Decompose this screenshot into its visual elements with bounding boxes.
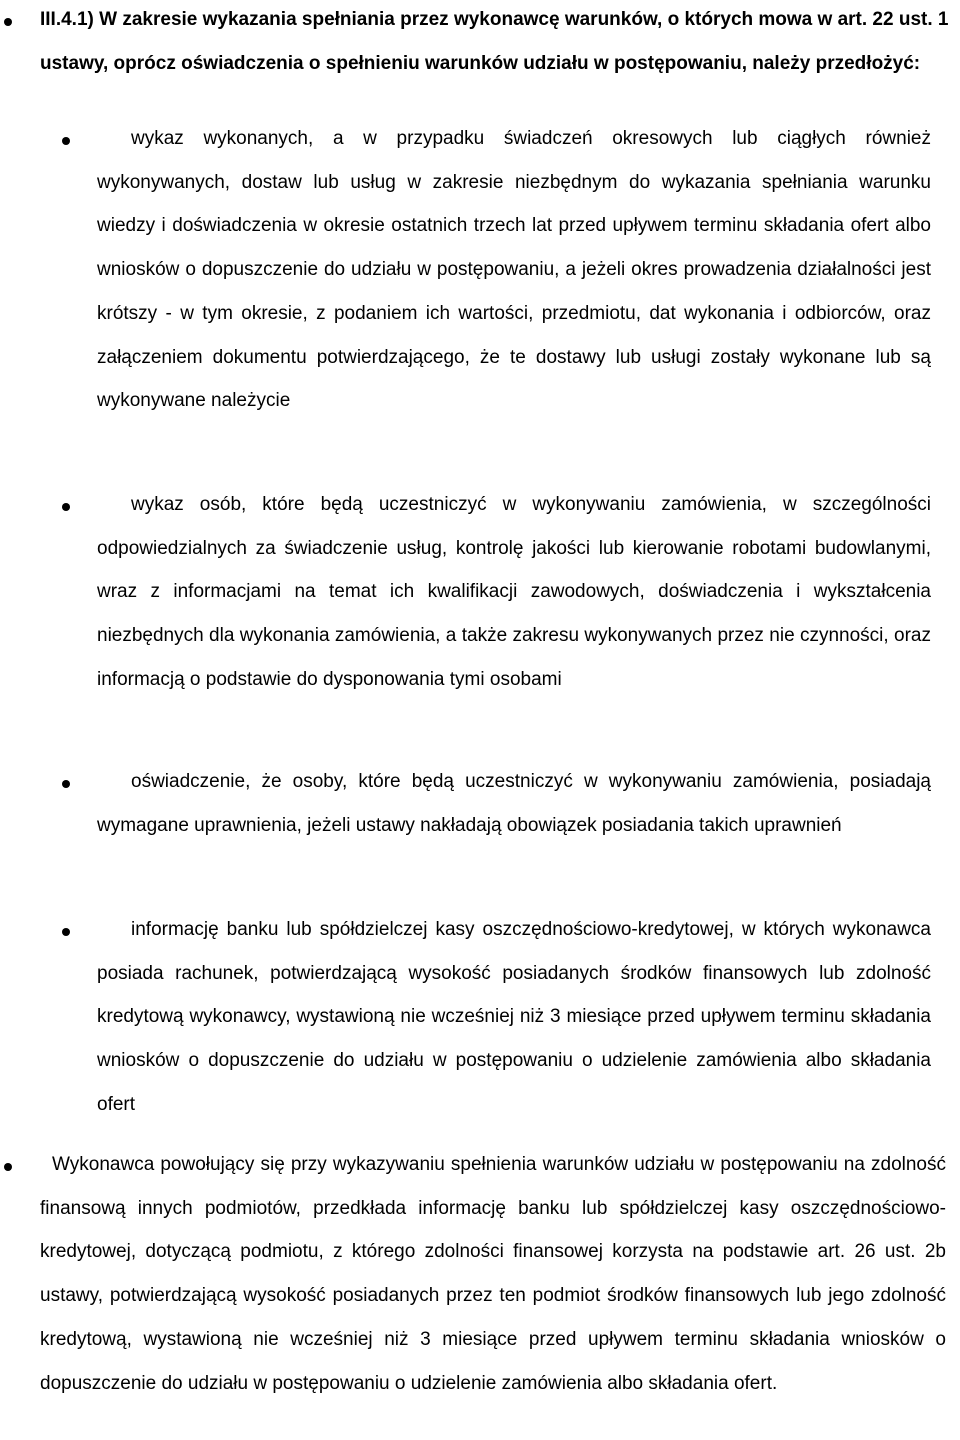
list-item-4	[97, 908, 931, 1127]
bullet-icon	[62, 503, 70, 511]
closing-text: Wykonawca powołujący się przy wykazywaniu spełnienia warunków udziału w postępowaniu na zdolność finansową innych podmiotów, przedkłada informację banku lub spółdzielczej kasy oszczędnościowo-kredytowej, dotyczącą podmiotu, z którego zdolności finansowej korzysta na podstawie art. 26 ust. 2b ustawy, potwierdzającą wysokość posiadanych przez ten podmiot środków finansowych lub jego zdolność kredytową, wystawioną nie wcześniej niż 3 miesiące przed upływem terminu składania wniosków o dopuszczenie do udziału w postępowaniu o udzielenie zamówienia albo składania ofert.	[40, 1154, 946, 1394]
list-item-2	[97, 483, 931, 702]
closing-paragraph	[40, 1143, 946, 1405]
bullet-icon	[4, 18, 12, 26]
list-item-text: oświadczenie, że osoby, które będą uczestniczyć w wykonywaniu zamówienia, posiadają wymagane uprawnienia, jeżeli ustawy nakładają obowiązek posiadania takich uprawnień	[97, 771, 931, 836]
bullet-icon	[62, 137, 70, 145]
bullet-icon	[62, 928, 70, 936]
section-heading: III.4.1) W zakresie wykazania spełniania przez wykonawcę warunków, o których mowa w art. 22 ust. 1 ustawy, oprócz oświadczenia o spełnieniu warunków udziału w postępowaniu, należy przedłożyć:	[40, 9, 949, 74]
list-item-text: wykaz wykonanych, a w przypadku świadczeń okresowych lub ciągłych również wykonywanych, dostaw lub usług w zakresie niezbędnym do wykazania spełniania warunku wiedzy i doświadczenia w okresie ostatnich trzech lat przed upływem terminu składania ofert albo wniosków o dopuszczenie do udziału w postępowaniu, a jeżeli okres prowadzenia działalności jest krótszy - w tym okresie, z podaniem ich wartości, przedmiotu, dat wykonania i odbiorców, oraz załączeniem dokumentu potwierdzającego, że te dostawy lub usługi zostały wykonane lub są wykonywane należycie	[97, 128, 931, 412]
bullet-icon	[4, 1163, 12, 1171]
list-item-text: informację banku lub spółdzielczej kasy oszczędnościowo-kredytowej, w których wykonawca posiada rachunek, potwierdzającą wysokość posiadanych środków finansowych lub zdolność kredytową wykonawcy, wystawioną nie wcześniej niż 3 miesiące przed upływem terminu składania wniosków o dopuszczenie do udziału w postępowaniu o udzielenie zamówienia albo składania ofert	[97, 919, 931, 1115]
list-item-3	[97, 760, 931, 847]
bullet-icon	[62, 780, 70, 788]
list-item-text: wykaz osób, które będą uczestniczyć w wykonywaniu zamówienia, w szczególności odpowiedzialnych za świadczenie usług, kontrolę jakości lub kierowanie robotami budowlanymi, wraz z informacjami na temat ich kwalifikacji zawodowych, doświadczenia i wykształcenia niezbędnych dla wykonania zamówienia, a także zakresu wykonywanych przez nie czynności, oraz informacją o podstawie do dysponowania tymi osobami	[97, 494, 931, 690]
list-item-1	[97, 117, 931, 423]
